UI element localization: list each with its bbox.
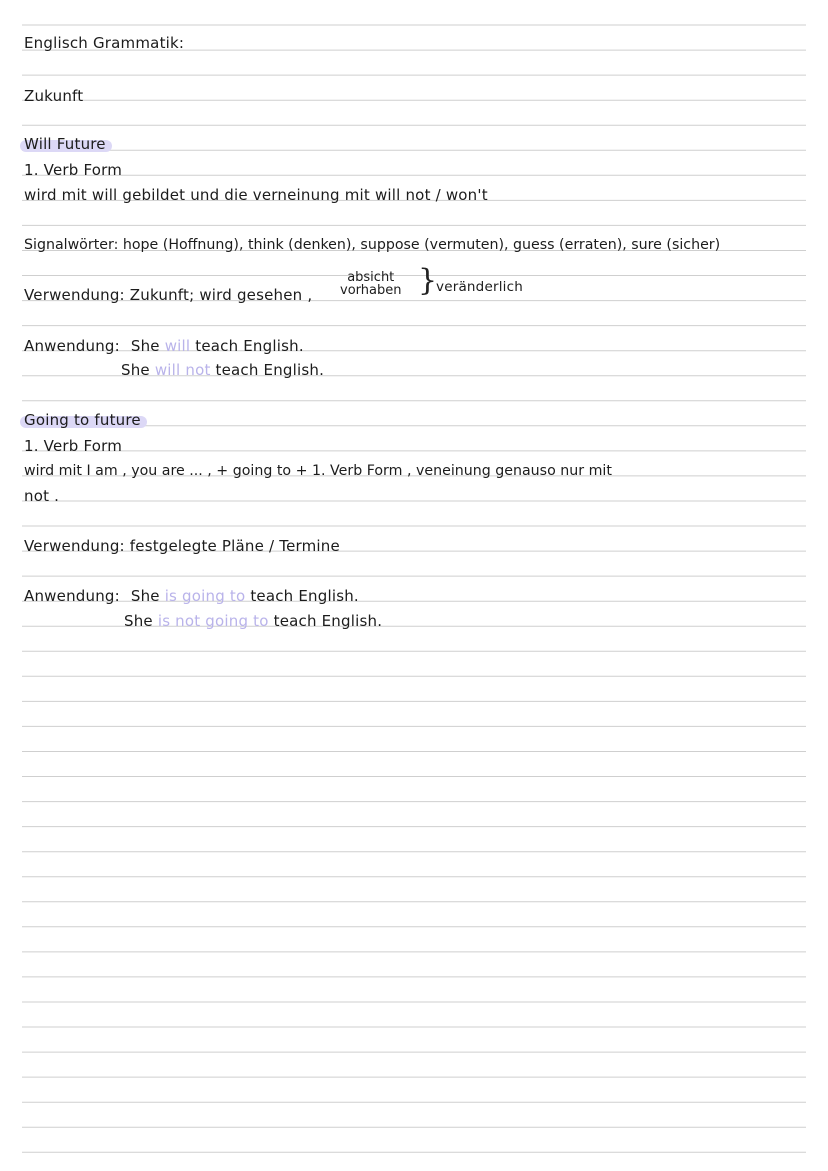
usage-options	[340, 271, 401, 297]
going-to-example-negative: She is not going to teach English.	[124, 612, 383, 630]
will-future-signal-words: Signalwörter: hope (Hoffnung), think (denken), suppose (vermuten), guess (erraten), sure (sicher)	[24, 237, 721, 253]
going-to-future-heading: Going to future	[24, 411, 141, 429]
usage-label: Verwendung:	[24, 286, 125, 304]
will-future-heading: Will Future	[24, 135, 106, 153]
will-example-positive: Anwendung: She will teach English.	[24, 337, 304, 355]
example-label: Anwendung:	[24, 337, 120, 355]
going-to-future-form: 1. Verb Form	[24, 437, 123, 455]
section-subtitle: Zukunft	[24, 87, 84, 105]
curly-brace-icon: }	[418, 263, 438, 298]
going-to-future-rule: wird mit I am , you are ... , + going to + 1. Verb Form , veneinung genauso nur mit	[24, 463, 612, 479]
going-to-usage: Verwendung: festgelegte Pläne / Termine	[24, 537, 340, 555]
page-title: Englisch Grammatik:	[24, 34, 185, 52]
going-to-example-positive: Anwendung: She is going to teach English.	[24, 587, 359, 605]
will-example-negative: She will not teach English.	[121, 361, 325, 379]
usage-option-absicht: absicht	[347, 270, 395, 285]
going-to-future-rule-continued: not .	[24, 487, 60, 505]
will-future-form: 1. Verb Form	[24, 161, 123, 179]
usage-text: Zukunft; wird gesehen ,	[129, 286, 313, 304]
usage-option-vorhaben: vorhaben	[340, 283, 402, 298]
will-future-usage	[24, 286, 312, 304]
will-future-rule: wird mit will gebildet und die verneinung mit will not / won't	[24, 186, 488, 204]
usage-result: veränderlich	[436, 279, 523, 295]
